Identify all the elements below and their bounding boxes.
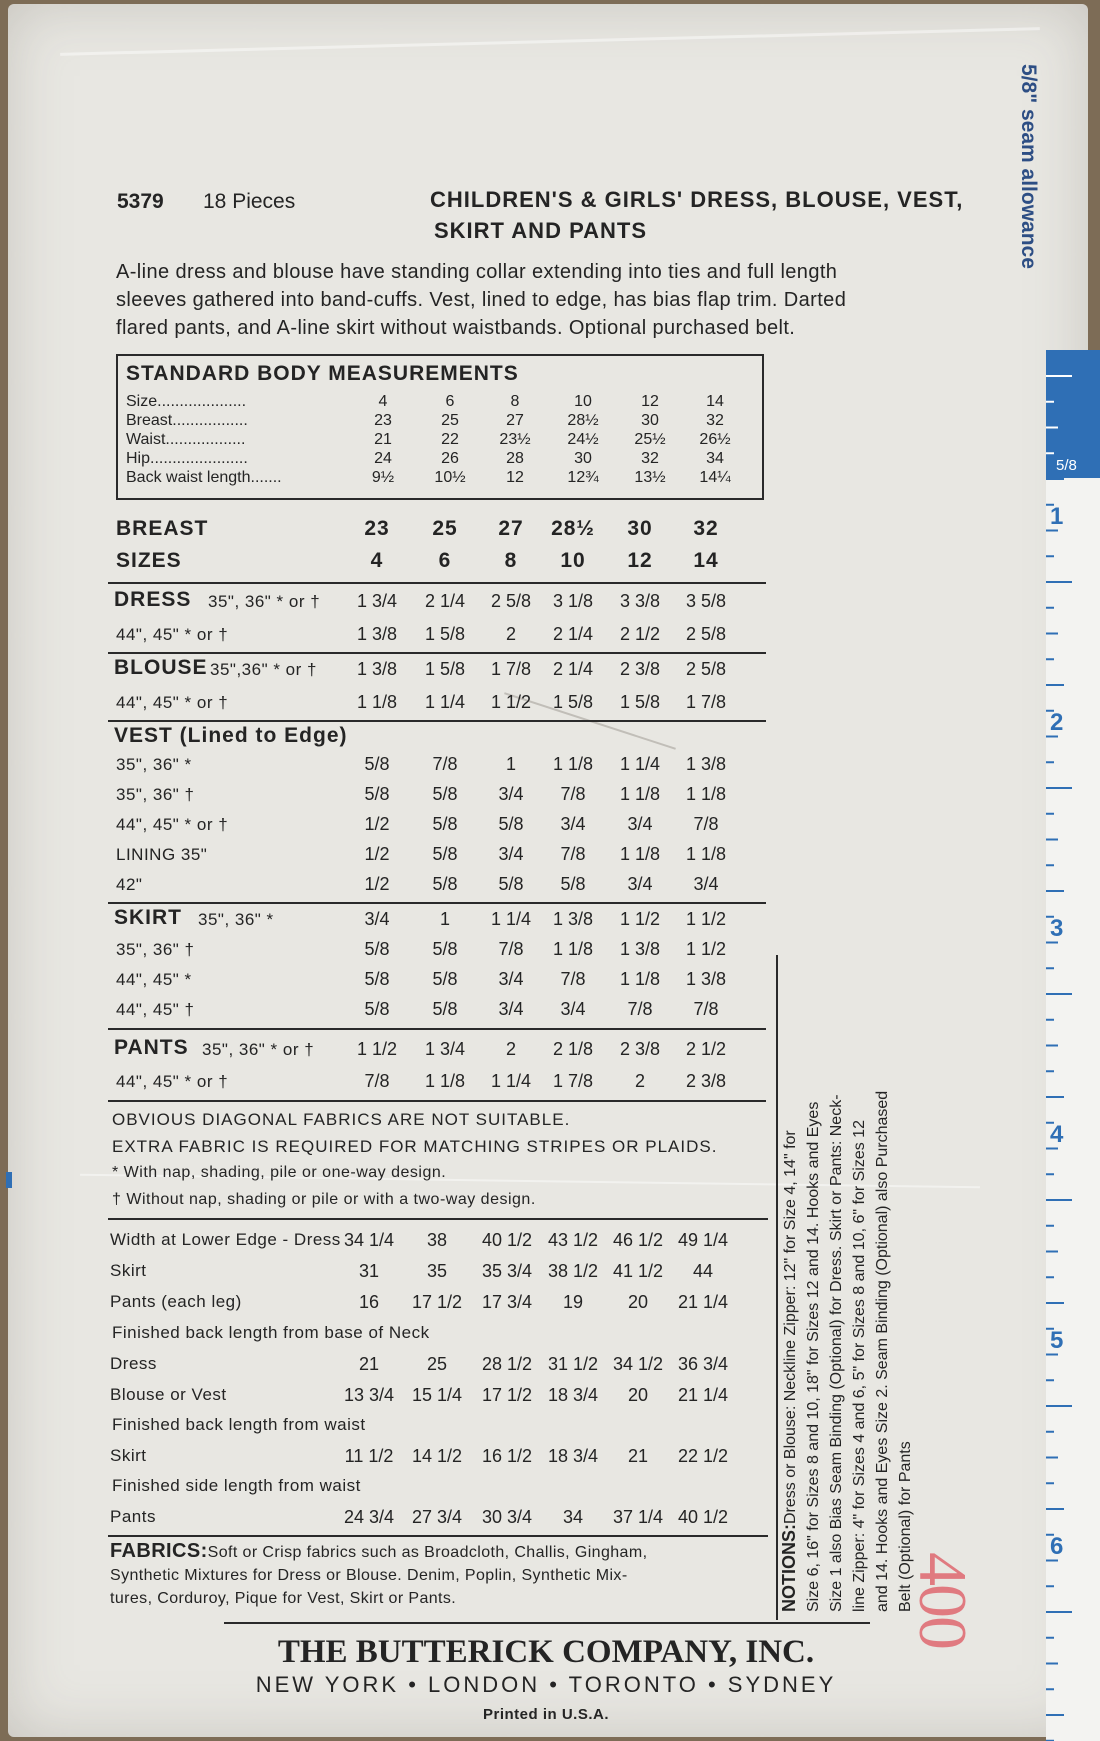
yardage-value: 1/2 xyxy=(364,814,390,834)
finished-value: 14 1/2 xyxy=(411,1446,463,1466)
yardage-value: 5/8 xyxy=(364,754,390,774)
yardage-value: 1 1/4 xyxy=(490,909,532,929)
yardage-value: 1 1/8 xyxy=(552,754,594,774)
yardage-value: 7/8 xyxy=(560,969,586,989)
measurement-value: 12 xyxy=(506,469,524,486)
measurement-value: 21 xyxy=(374,431,392,448)
size-value: 14 xyxy=(693,549,719,572)
yardage-value: 5/8 xyxy=(560,874,586,894)
yardage-value: 1/2 xyxy=(364,844,390,864)
yardage-value: 7/8 xyxy=(693,814,719,834)
yardage-value: 2 1/4 xyxy=(552,659,594,679)
yardage-row-label: 44", 45" † xyxy=(116,1000,195,1019)
notions-line: Size 6, 16" for Sizes 8 and 10, 18" for Sizes 12 and 14. Hooks and Eyes xyxy=(805,1101,822,1612)
finished-value: 35 3/4 xyxy=(481,1261,533,1281)
finished-row-label: Skirt xyxy=(110,1446,147,1465)
yardage-value: 3 3/8 xyxy=(619,591,661,611)
yardage-row-label: 35", 36" † xyxy=(116,785,195,804)
notions-section xyxy=(778,952,917,1612)
finished-value: 46 1/2 xyxy=(612,1230,664,1250)
size-value: 4 xyxy=(370,549,384,572)
yardage-value: 5/8 xyxy=(364,939,390,959)
yardage-row-label: 35", 36" * xyxy=(116,755,192,774)
measurement-value: 26 xyxy=(441,450,459,467)
yardage-row-label: 35",36" * or † xyxy=(210,660,317,679)
finished-value: 35 xyxy=(426,1261,448,1281)
measurement-value: 27 xyxy=(506,412,524,429)
yardage-value: 1 xyxy=(439,909,450,929)
finished-value: 24 3/4 xyxy=(343,1507,395,1527)
yardage-value: 7/8 xyxy=(364,1071,390,1091)
ruler-number: 3 xyxy=(1050,915,1064,942)
section-title-vest: VEST (Lined to Edge) xyxy=(114,724,348,747)
section-title-pants: PANTS xyxy=(114,1036,189,1059)
yardage-value: 1 1/8 xyxy=(685,844,727,864)
yardage-value: 7/8 xyxy=(432,754,458,774)
measurement-label: Size.................... xyxy=(126,393,247,410)
measurement-value: 14¼ xyxy=(699,469,731,486)
yardage-value: 5/8 xyxy=(364,784,390,804)
yardage-value: 1 1/8 xyxy=(552,939,594,959)
yardage-value: 5/8 xyxy=(432,969,458,989)
finished-value: 17 1/2 xyxy=(481,1385,533,1405)
yardage-value: 1 3/8 xyxy=(552,909,594,929)
finished-value: 15 1/4 xyxy=(411,1385,463,1405)
yardage-value: 3/4 xyxy=(560,814,586,834)
description-line: A-line dress and blouse have standing collar extending into ties and full length xyxy=(116,261,838,283)
ruler-number: 4 xyxy=(1050,1121,1064,1148)
yardage-value: 1 3/8 xyxy=(685,969,727,989)
finished-value: 40 1/2 xyxy=(481,1230,533,1250)
finished-subheading: Finished back length from base of Neck xyxy=(112,1323,430,1342)
finished-subheading: Finished back length from waist xyxy=(112,1415,366,1434)
measurement-value: 12¾ xyxy=(567,469,599,486)
yardage-value: 1 3/8 xyxy=(356,624,398,644)
yardage-value: 2 3/8 xyxy=(619,1039,661,1059)
measurement-value: 10½ xyxy=(434,469,466,486)
pattern-title xyxy=(430,184,963,246)
yardage-value: 1 5/8 xyxy=(619,692,661,712)
finished-value: 34 xyxy=(562,1507,584,1527)
divider xyxy=(108,1100,766,1102)
title-line-1: CHILDREN'S & GIRLS' DRESS, BLOUSE, VEST, xyxy=(430,187,964,212)
measurement-value: 9½ xyxy=(371,469,395,486)
breast-size-value: 28½ xyxy=(551,517,595,540)
breast-size-value: 30 xyxy=(627,517,653,540)
finished-value: 25 xyxy=(426,1354,448,1374)
divider xyxy=(108,902,766,904)
measurement-value: 32 xyxy=(641,450,659,467)
finished-value: 34 1/4 xyxy=(343,1230,395,1250)
finished-value: 11 1/2 xyxy=(344,1446,394,1466)
yardage-value: 1 1/2 xyxy=(356,1039,398,1059)
finished-row-label: Pants (each leg) xyxy=(110,1292,242,1311)
yardage-value: 3/4 xyxy=(364,909,390,929)
fabrics-section xyxy=(110,1540,647,1610)
breast-size-value: 32 xyxy=(693,517,719,540)
measurement-value: 13½ xyxy=(634,469,666,486)
ruler-number: 5 xyxy=(1050,1327,1064,1354)
measurement-value: 23 xyxy=(374,412,392,429)
yardage-value: 1 7/8 xyxy=(685,692,727,712)
yardage-value: 7/8 xyxy=(560,844,586,864)
yardage-value: 1 1/2 xyxy=(619,909,661,929)
yardage-value: 1 3/8 xyxy=(619,939,661,959)
yardage-value: 1 3/4 xyxy=(356,591,398,611)
yardage-value: 5/8 xyxy=(432,814,458,834)
yardage-value: 3/4 xyxy=(498,784,524,804)
yardage-value: 5/8 xyxy=(498,874,524,894)
yardage-value: 2 xyxy=(634,1071,645,1091)
yardage-value: 1 7/8 xyxy=(552,1071,594,1091)
divider xyxy=(108,652,766,654)
yardage-value: 2 1/4 xyxy=(552,624,594,644)
yardage-value: 1 5/8 xyxy=(552,692,594,712)
finished-value: 22 1/2 xyxy=(677,1446,729,1466)
description-line: sleeves gathered into band-cuffs. Vest, lined to edge, has bias flap trim. Darted xyxy=(116,289,847,311)
notions-line: line Zipper: 4" for Sizes 4 and 6, 5" for Sizes 8 and 10, 6" for Sizes 12 xyxy=(851,1120,868,1612)
yardage-value: 1 1/8 xyxy=(685,784,727,804)
yardage-row-label: 44", 45" * or † xyxy=(116,815,229,834)
notions-line: Dress or Blouse: Neckline Zipper: 12" for Size 4, 14" for xyxy=(782,1130,799,1524)
yardage-value: 5/8 xyxy=(432,874,458,894)
yardage-row-label: 44", 45" * xyxy=(116,970,192,989)
finished-value: 31 xyxy=(358,1261,380,1281)
fabrics-line: Soft or Crisp fabrics such as Broadcloth, Challis, Gingham, xyxy=(207,1544,648,1561)
yardage-value: 3/4 xyxy=(560,999,586,1019)
measurement-value: 32 xyxy=(706,412,724,429)
note-with-nap: * With nap, shading, pile or one-way design. xyxy=(112,1164,447,1181)
yardage-value: 3/4 xyxy=(498,999,524,1019)
yardage-value: 2 1/2 xyxy=(619,624,661,644)
pattern-description xyxy=(116,258,846,342)
yardage-value: 1 7/8 xyxy=(490,659,532,679)
yardage-value: 1/2 xyxy=(364,874,390,894)
ruler-fraction: 5/8 xyxy=(1056,457,1077,474)
finished-value: 38 xyxy=(426,1230,448,1250)
finished-value: 37 1/4 xyxy=(612,1507,664,1527)
yardage-value: 3/4 xyxy=(627,874,653,894)
yardage-value: 2 1/8 xyxy=(552,1039,594,1059)
finished-row-label: Pants xyxy=(110,1507,156,1526)
yardage-value: 1 1/8 xyxy=(619,844,661,864)
finished-value: 21 1/4 xyxy=(677,1385,729,1405)
yardage-value: 1 1/8 xyxy=(356,692,398,712)
breast-size-value: 23 xyxy=(364,517,390,540)
yardage-value: 5/8 xyxy=(432,939,458,959)
measurement-value: 25½ xyxy=(634,431,666,448)
measurement-label: Breast................. xyxy=(126,412,248,429)
divider xyxy=(108,1028,766,1030)
finished-value: 20 xyxy=(627,1385,649,1405)
finished-value: 17 3/4 xyxy=(481,1292,533,1312)
measurement-value: 30 xyxy=(574,450,592,467)
yardage-value: 1 1/2 xyxy=(685,909,727,929)
section-title-dress: DRESS xyxy=(114,588,192,611)
yardage-value: 2 1/2 xyxy=(685,1039,727,1059)
yardage-value: 1 xyxy=(505,754,516,774)
yardage-value: 1 1/4 xyxy=(619,754,661,774)
finished-row-label: Dress xyxy=(110,1354,157,1373)
finished-row-label: Skirt xyxy=(110,1261,147,1280)
pattern-number: 5379 xyxy=(117,190,164,213)
finished-value: 49 1/4 xyxy=(677,1230,729,1250)
finished-value: 21 xyxy=(358,1354,380,1374)
notions-line: and 14. Hooks and Eyes Size 2. Seam Binding (Optional) also Purchased xyxy=(874,1090,891,1612)
yardage-row-label: 44", 45" * or † xyxy=(116,625,229,644)
notions-line: Belt (Optional) for Pants xyxy=(897,1441,914,1612)
standard-measurements-title: STANDARD BODY MEASUREMENTS xyxy=(126,362,519,385)
yardage-row-label: LINING 35" xyxy=(116,845,208,864)
printed-in: Printed in U.S.A. xyxy=(482,1706,609,1723)
yardage-value: 3/4 xyxy=(627,814,653,834)
yardage-value: 2 5/8 xyxy=(685,624,727,644)
description-line: flared pants, and A-line skirt without waistbands. Optional purchased belt. xyxy=(116,317,796,339)
measurement-value: 4 xyxy=(378,393,388,410)
breast-size-value: 25 xyxy=(432,517,458,540)
size-value: 8 xyxy=(504,549,518,572)
yardage-value: 2 5/8 xyxy=(685,659,727,679)
divider xyxy=(108,1535,768,1537)
yardage-row-label: 44", 45" * or † xyxy=(116,1072,229,1091)
notions-title: NOTIONS: xyxy=(779,1524,799,1612)
finished-value: 27 3/4 xyxy=(411,1507,463,1527)
finished-value: 21 1/4 xyxy=(677,1292,729,1312)
finished-value: 43 1/2 xyxy=(547,1230,599,1250)
finished-value: 18 3/4 xyxy=(547,1446,599,1466)
yardage-value: 5/8 xyxy=(364,969,390,989)
yardage-value: 5/8 xyxy=(364,999,390,1019)
finished-value: 16 1/2 xyxy=(481,1446,533,1466)
price-stamp: 400 xyxy=(905,1552,981,1648)
breast-label: BREAST xyxy=(116,517,209,540)
finished-value: 21 xyxy=(627,1446,649,1466)
measurement-value: 10 xyxy=(574,393,592,410)
yardage-value: 2 xyxy=(505,1039,516,1059)
yardage-row-label: 35", 36" † xyxy=(116,940,195,959)
yardage-row-label: 35", 36" * or † xyxy=(202,1040,315,1059)
finished-value: 31 1/2 xyxy=(547,1354,599,1374)
yardage-value: 1 3/8 xyxy=(685,754,727,774)
note-diagonal: OBVIOUS DIAGONAL FABRICS ARE NOT SUITABLE. xyxy=(112,1110,571,1129)
section-title-blouse: BLOUSE xyxy=(114,656,208,679)
yardage-value: 7/8 xyxy=(498,939,524,959)
seam-ruler xyxy=(1046,350,1100,1741)
company-cities: NEW YORK • LONDON • TORONTO • SYDNEY xyxy=(255,1672,837,1697)
divider xyxy=(108,1218,768,1220)
yardage-value: 7/8 xyxy=(560,784,586,804)
edge-mark xyxy=(6,1172,12,1188)
note-extra-fabric: EXTRA FABRIC IS REQUIRED FOR MATCHING STRIPES OR PLAIDS. xyxy=(112,1137,718,1156)
size-value: 10 xyxy=(560,549,586,572)
ruler-number: 6 xyxy=(1050,1533,1064,1560)
finished-row-label: Width at Lower Edge - Dress xyxy=(110,1230,341,1249)
measurement-value: 23½ xyxy=(499,431,531,448)
notions-line: Size 1 also Bias Seam Binding (Optional) for Dress. Skirt or Pants: Neck- xyxy=(828,1094,845,1612)
note-without-nap: † Without nap, shading or pile or with a two-way design. xyxy=(112,1191,536,1208)
yardage-value: 5/8 xyxy=(432,999,458,1019)
yardage-value: 5/8 xyxy=(432,844,458,864)
title-line-2: SKIRT AND PANTS xyxy=(434,218,647,243)
yardage-value: 1 3/4 xyxy=(424,1039,466,1059)
measurement-value: 34 xyxy=(706,450,724,467)
measurement-value: 12 xyxy=(641,393,659,410)
divider xyxy=(108,582,766,584)
size-value: 6 xyxy=(438,549,452,572)
finished-value: 18 3/4 xyxy=(547,1385,599,1405)
measurement-value: 24½ xyxy=(567,431,599,448)
measurement-value: 22 xyxy=(441,431,459,448)
measurement-label: Back waist length....... xyxy=(126,469,282,486)
finished-value: 34 1/2 xyxy=(612,1354,664,1374)
yardage-value: 7/8 xyxy=(627,999,653,1019)
yardage-value: 2 1/4 xyxy=(424,591,466,611)
seam-allowance-label: 5/8" seam allowance xyxy=(1017,64,1040,269)
finished-value: 44 xyxy=(692,1261,714,1281)
fabrics-line: tures, Corduroy, Pique for Vest, Skirt or Pants. xyxy=(110,1590,457,1607)
finished-value: 13 3/4 xyxy=(343,1385,395,1405)
yardage-value: 5/8 xyxy=(432,784,458,804)
yardage-value: 5/8 xyxy=(498,814,524,834)
finished-value: 30 3/4 xyxy=(481,1507,533,1527)
finished-value: 20 xyxy=(627,1292,649,1312)
measurement-value: 26½ xyxy=(699,431,731,448)
ruler-number: 2 xyxy=(1050,709,1064,736)
yardage-value: 1 1/2 xyxy=(490,692,532,712)
yardage-value: 1 1/4 xyxy=(490,1071,532,1091)
finished-value: 38 1/2 xyxy=(547,1261,599,1281)
yardage-value: 1 1/8 xyxy=(619,784,661,804)
size-value: 12 xyxy=(627,549,653,572)
finished-value: 40 1/2 xyxy=(677,1507,729,1527)
measurement-label: Hip...................... xyxy=(126,450,248,467)
pieces-count: 18 Pieces xyxy=(203,190,296,213)
measurement-value: 28 xyxy=(506,450,524,467)
yardage-value: 3 5/8 xyxy=(685,591,727,611)
finished-value: 19 xyxy=(562,1292,584,1312)
yardage-row-label: 35", 36" * or † xyxy=(208,592,321,611)
yardage-row-label: 35", 36" * xyxy=(198,910,274,929)
yardage-value: 7/8 xyxy=(693,999,719,1019)
finished-value: 28 1/2 xyxy=(481,1354,533,1374)
finished-value: 36 3/4 xyxy=(677,1354,729,1374)
breast-size-value: 27 xyxy=(498,517,524,540)
measurement-value: 14 xyxy=(706,393,724,410)
yardage-row-label: 42" xyxy=(116,875,143,894)
yardage-value: 3/4 xyxy=(693,874,719,894)
yardage-value: 1 3/8 xyxy=(356,659,398,679)
yardage-value: 1 1/8 xyxy=(424,1071,466,1091)
finished-value: 17 1/2 xyxy=(411,1292,463,1312)
finished-row-label: Blouse or Vest xyxy=(110,1385,227,1404)
yardage-value: 3/4 xyxy=(498,844,524,864)
yardage-value: 1 5/8 xyxy=(424,624,466,644)
section-title-skirt: SKIRT xyxy=(114,906,182,929)
yardage-value: 2 3/8 xyxy=(685,1071,727,1091)
measurement-value: 30 xyxy=(641,412,659,429)
yardage-value: 1 1/4 xyxy=(424,692,466,712)
yardage-value: 1 1/8 xyxy=(619,969,661,989)
measurement-value: 28½ xyxy=(567,412,599,429)
fabrics-title: FABRICS: xyxy=(110,1540,208,1562)
measurement-value: 25 xyxy=(441,412,459,429)
yardage-value: 1 1/2 xyxy=(685,939,727,959)
footer-rule xyxy=(224,1622,870,1624)
yardage-value: 1 5/8 xyxy=(424,659,466,679)
finished-subheading: Finished side length from waist xyxy=(112,1476,361,1495)
company-name: THE BUTTERICK COMPANY, INC. xyxy=(277,1634,815,1670)
finished-value: 16 xyxy=(358,1292,380,1312)
yardage-value: 3 1/8 xyxy=(552,591,594,611)
measurement-label: Waist.................. xyxy=(126,431,246,448)
yardage-value: 2 3/8 xyxy=(619,659,661,679)
measurement-value: 24 xyxy=(374,450,392,467)
measurement-value: 6 xyxy=(445,393,455,410)
ruler-number: 1 xyxy=(1050,503,1064,530)
yardage-value: 2 5/8 xyxy=(490,591,532,611)
yardage-value: 3/4 xyxy=(498,969,524,989)
finished-value: 41 1/2 xyxy=(612,1261,664,1281)
divider xyxy=(108,720,766,722)
fabrics-line: Synthetic Mixtures for Dress or Blouse. Denim, Poplin, Synthetic Mix- xyxy=(110,1567,628,1584)
yardage-row-label: 44", 45" * or † xyxy=(116,693,229,712)
yardage-value: 2 xyxy=(505,624,516,644)
measurement-value: 8 xyxy=(510,393,520,410)
sizes-label: SIZES xyxy=(116,549,182,572)
